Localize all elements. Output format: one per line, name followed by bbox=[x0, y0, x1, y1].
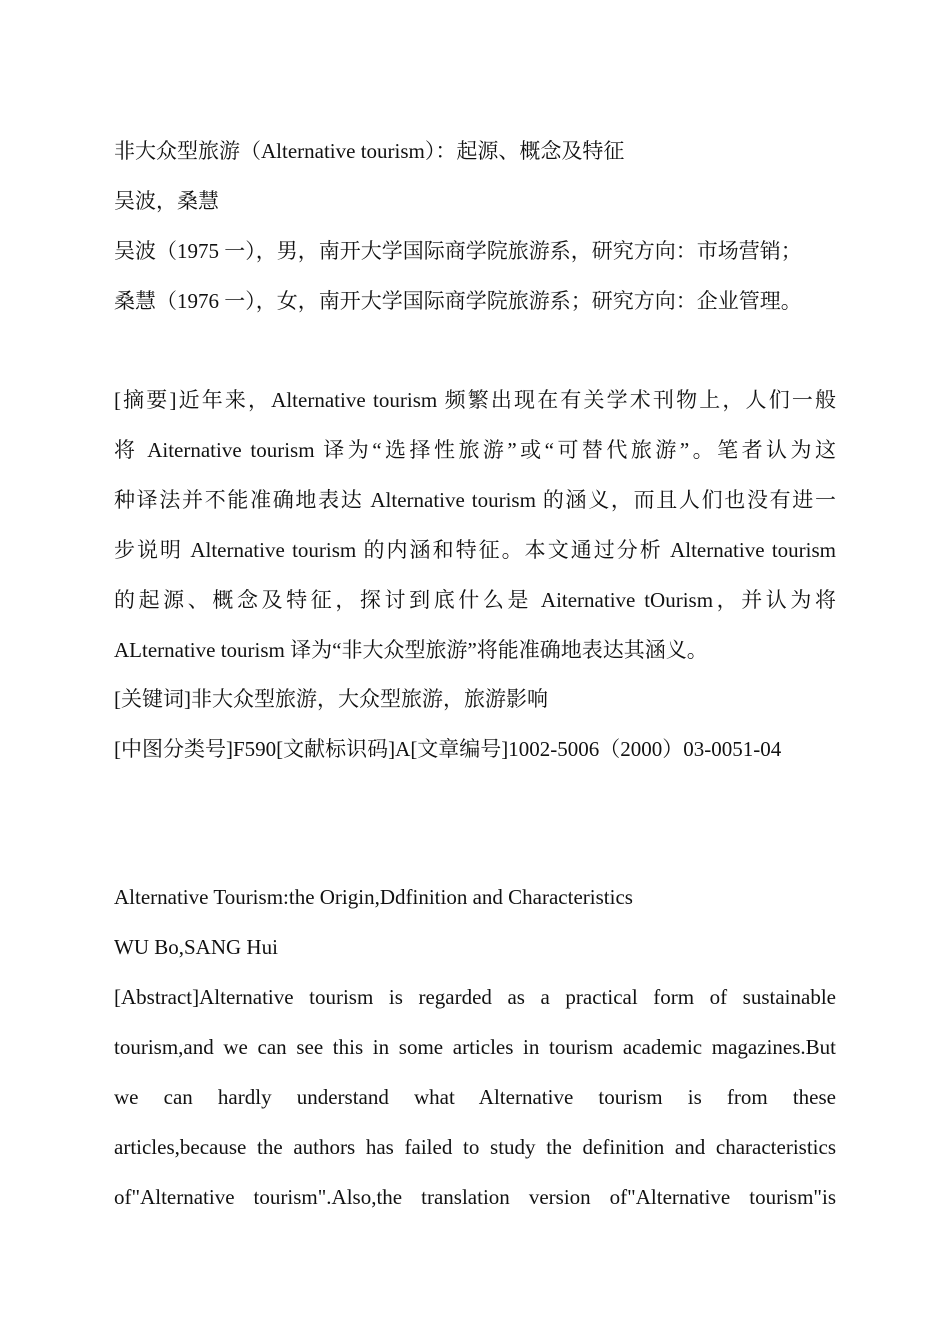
en-abstract-line: tourism,and we can see this in some articles in tourism academic magazines.But bbox=[114, 1035, 836, 1059]
cn-abstract-line: 的起源、概念及特征，探讨到底什么是 Aiternative tOurism，并认为将 bbox=[114, 588, 836, 612]
en-abstract-line: articles,because the authors has failed to study the definition and characteristics bbox=[114, 1135, 836, 1159]
en-abstract-line: we can hardly understand what Alternative tourism is from these bbox=[114, 1085, 836, 1109]
en-title: Alternative Tourism:the Origin,Ddfinition and Characteristics bbox=[114, 885, 633, 909]
en-abstract-line: of"Alternative tourism".Also,the translation version of"Alternative tourism"is bbox=[114, 1185, 836, 1209]
cn-abstract-line: 种译法并不能准确地表达 Alternative tourism 的涵义，而且人们也没有进一 bbox=[114, 488, 836, 512]
cn-author-info-1: 吴波（1975 一），男，南开大学国际商学院旅游系，研究方向：市场营销； bbox=[114, 239, 802, 263]
cn-keywords: [关键词]非大众型旅游，大众型旅游，旅游影响 bbox=[114, 687, 548, 711]
cn-authors: 吴波，桑慧 bbox=[114, 189, 219, 213]
cn-title: 非大众型旅游（Alternative tourism）：起源、概念及特征 bbox=[114, 139, 625, 163]
cn-abstract-line: ALternative tourism 译为“非大众型旅游”将能准确地表达其涵义。 bbox=[114, 638, 708, 662]
en-abstract-line: [Abstract]Alternative tourism is regarded as a practical form of sustainable bbox=[114, 985, 836, 1009]
cn-classification: [中图分类号]F590[文献标识码]A[文章编号]1002-5006（2000）03-0051-04 bbox=[114, 737, 782, 761]
cn-author-info-2: 桑慧（1976 一），女，南开大学国际商学院旅游系；研究方向：企业管理。 bbox=[114, 289, 802, 313]
cn-abstract-line: [摘要]近年来，Alternative tourism 频繁出现在有关学术刊物上，人们一般 bbox=[114, 388, 836, 412]
cn-abstract-line: 将 Aiternative tourism 译为“选择性旅游”或“可替代旅游”。笔者认为这 bbox=[114, 438, 836, 462]
en-authors: WU Bo,SANG Hui bbox=[114, 935, 278, 959]
cn-abstract-line: 步说明 Alternative tourism 的内涵和特征。本文通过分析 Alternative tourism bbox=[114, 538, 836, 562]
